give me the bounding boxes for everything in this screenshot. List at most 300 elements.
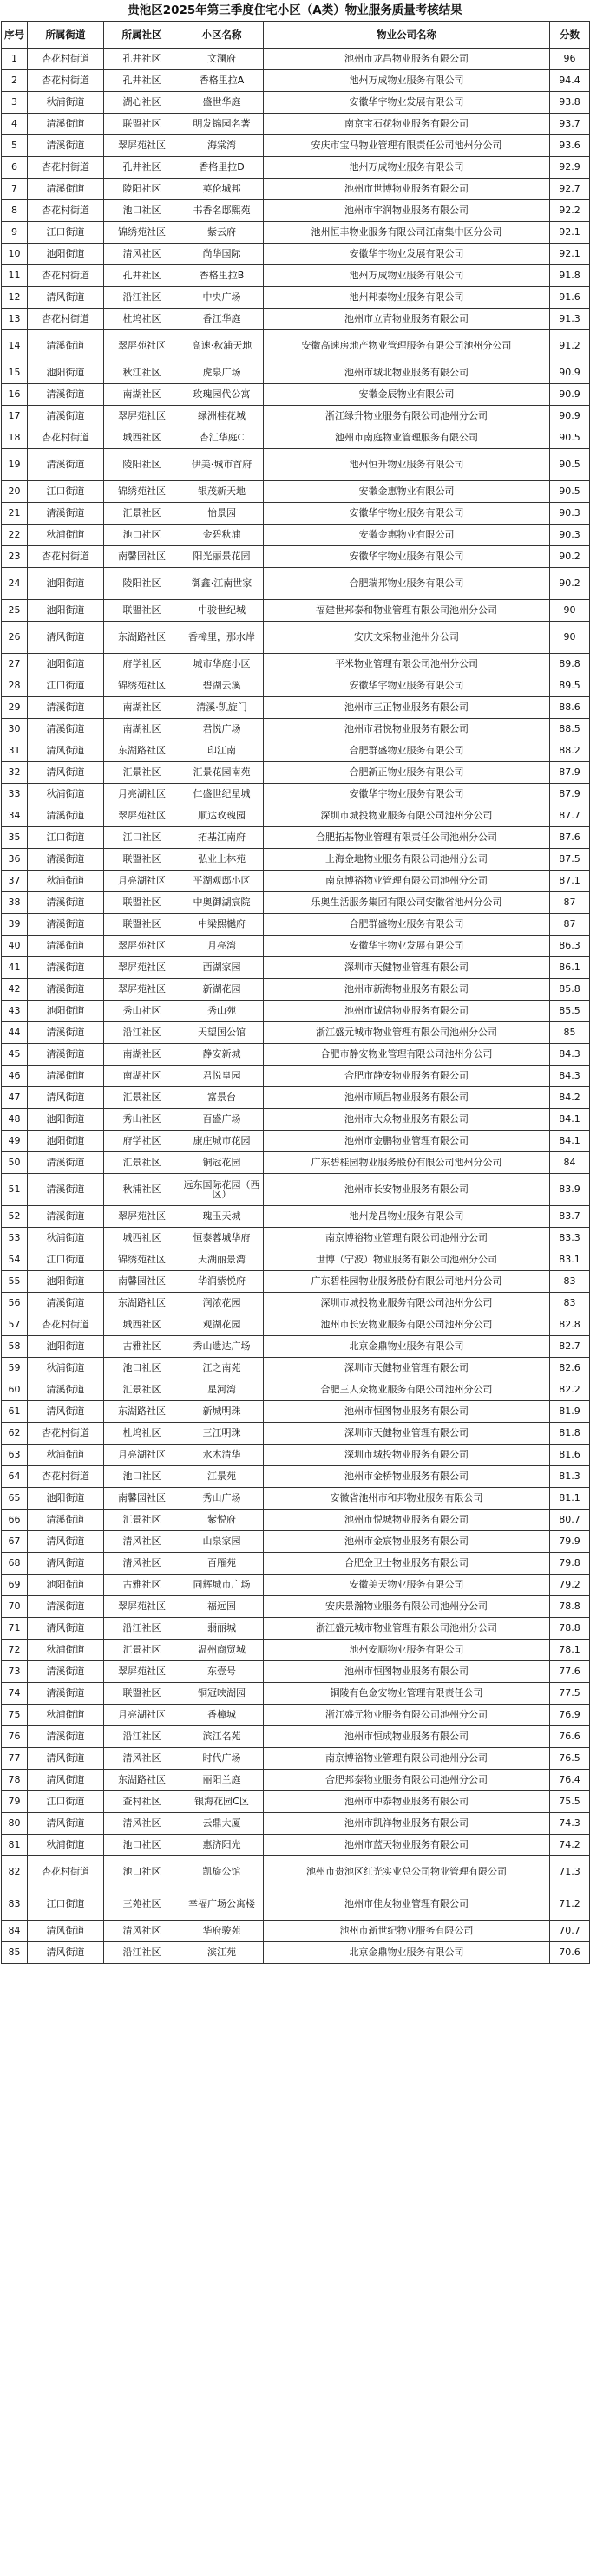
row-estate: 弘业上林苑 (180, 849, 264, 871)
row-street: 杏花村街道 (28, 427, 104, 449)
row-company: 浙江盛元城市物业管理有限公司池州分公司 (264, 1022, 550, 1044)
row-community: 月亮湖社区 (104, 871, 180, 892)
row-score: 92.7 (550, 179, 590, 200)
row-score: 83 (550, 1293, 590, 1314)
row-community: 东湖路社区 (104, 622, 180, 654)
row-score: 87 (550, 892, 590, 914)
table-row (2, 92, 590, 114)
table-row (2, 979, 590, 1001)
row-estate: 香樟里，那水岸 (180, 622, 264, 654)
header-company: 物业公司名称 (264, 22, 550, 49)
row-company: 南京博裕物业管理有限公司池州分公司 (264, 1748, 550, 1770)
row-company: 合肥拓基物业管理有限责任公司池州分公司 (264, 827, 550, 849)
row-company: 安徽华宇物业服务有限公司 (264, 784, 550, 805)
row-community: 月亮湖社区 (104, 1705, 180, 1726)
row-street: 清风街道 (28, 1813, 104, 1835)
row-company: 池州市长安物业服务有限公司 (264, 1174, 550, 1206)
row-community: 府学社区 (104, 1131, 180, 1152)
row-community: 杜坞社区 (104, 309, 180, 330)
row-index: 63 (2, 1445, 28, 1466)
row-street: 池阳街道 (28, 1271, 104, 1293)
row-estate: 江景苑 (180, 1466, 264, 1488)
row-community: 南馨园社区 (104, 1488, 180, 1510)
table-row (2, 762, 590, 784)
row-community: 池口社区 (104, 1466, 180, 1488)
row-score: 90.3 (550, 525, 590, 546)
row-company: 池州市金鹏物业管理有限公司 (264, 1131, 550, 1152)
row-company: 浙江盛元物业服务有限公司池州分公司 (264, 1705, 550, 1726)
table-row (2, 827, 590, 849)
row-index: 75 (2, 1705, 28, 1726)
row-score: 82.2 (550, 1379, 590, 1401)
row-score: 93.7 (550, 114, 590, 135)
row-score: 76.5 (550, 1748, 590, 1770)
row-index: 35 (2, 827, 28, 849)
row-street: 清风街道 (28, 1921, 104, 1942)
row-company: 安庆景瀚物业服务有限公司池州分公司 (264, 1596, 550, 1618)
row-street: 清风街道 (28, 1553, 104, 1575)
row-score: 79.8 (550, 1553, 590, 1575)
row-score: 90.5 (550, 427, 590, 449)
header-street: 所属街道 (28, 22, 104, 49)
row-estate: 拓基江南府 (180, 827, 264, 849)
row-street: 清溪街道 (28, 957, 104, 979)
row-index: 48 (2, 1109, 28, 1131)
row-street: 清风街道 (28, 1087, 104, 1109)
row-estate: 香格里拉D (180, 157, 264, 179)
table-row (2, 697, 590, 719)
row-street: 清溪街道 (28, 135, 104, 157)
row-index: 4 (2, 114, 28, 135)
row-community: 清风社区 (104, 1553, 180, 1575)
row-community: 孔井社区 (104, 157, 180, 179)
row-company: 合肥新正物业服务有限公司 (264, 762, 550, 784)
row-estate: 铜冠映湖园 (180, 1683, 264, 1705)
row-company: 池州市恒图物业服务有限公司 (264, 1661, 550, 1683)
row-street: 杏花村街道 (28, 1466, 104, 1488)
row-company: 广东碧桂园物业服务股份有限公司池州分公司 (264, 1271, 550, 1293)
row-community: 联盟社区 (104, 1683, 180, 1705)
row-score: 92.9 (550, 157, 590, 179)
row-estate: 新城明珠 (180, 1401, 264, 1423)
row-company: 池州市金宸物业服务有限公司 (264, 1531, 550, 1553)
row-score: 80.7 (550, 1510, 590, 1531)
row-index: 84 (2, 1921, 28, 1942)
row-index: 32 (2, 762, 28, 784)
row-company: 北京金鼎物业服务有限公司 (264, 1942, 550, 1964)
row-community: 池口社区 (104, 1856, 180, 1888)
row-company: 深圳市城投物业服务有限公司 (264, 1445, 550, 1466)
row-street: 杏花村街道 (28, 546, 104, 568)
row-street: 清溪街道 (28, 330, 104, 362)
row-company: 深圳市天健物业管理有限公司 (264, 1423, 550, 1445)
row-index: 72 (2, 1640, 28, 1661)
table-row (2, 287, 590, 309)
row-community: 池口社区 (104, 525, 180, 546)
row-estate: 东壹号 (180, 1661, 264, 1683)
row-street: 清溪街道 (28, 1510, 104, 1531)
row-community: 秀山社区 (104, 1001, 180, 1022)
row-community: 翠屏苑社区 (104, 1596, 180, 1618)
table-row (2, 1109, 590, 1131)
row-street: 秋浦街道 (28, 871, 104, 892)
row-street: 清溪街道 (28, 1661, 104, 1683)
row-estate: 仁盛世纪星城 (180, 784, 264, 805)
row-company: 池州市三正物业服务有限公司 (264, 697, 550, 719)
page-title: 贵池区2025年第三季度住宅小区（A类）物业服务质量考核结果 (128, 3, 462, 17)
row-score: 92.1 (550, 244, 590, 265)
row-estate: 顺达玫瑰园 (180, 805, 264, 827)
row-community: 翠屏苑社区 (104, 936, 180, 957)
row-score: 84.3 (550, 1044, 590, 1066)
row-company: 合肥瑞邦物业服务有限公司 (264, 568, 550, 600)
row-index: 83 (2, 1888, 28, 1921)
table-row (2, 1293, 590, 1314)
row-company: 池州市新海物业服务有限公司 (264, 979, 550, 1001)
row-estate: 时代广场 (180, 1748, 264, 1770)
row-company: 铜陵有色金安物业管理有限责任公司 (264, 1683, 550, 1705)
row-street: 清溪街道 (28, 449, 104, 481)
row-company: 池州市新世纪物业服务有限公司 (264, 1921, 550, 1942)
row-index: 81 (2, 1835, 28, 1856)
row-street: 杏花村街道 (28, 70, 104, 92)
row-index: 21 (2, 503, 28, 525)
row-community: 清风社区 (104, 1921, 180, 1942)
row-score: 79.9 (550, 1531, 590, 1553)
row-company: 世博（宁波）物业服务有限公司池州分公司 (264, 1249, 550, 1271)
row-community: 翠屏苑社区 (104, 135, 180, 157)
row-street: 池阳街道 (28, 568, 104, 600)
row-company: 深圳市天健物业管理有限公司 (264, 1358, 550, 1379)
row-street: 清溪街道 (28, 914, 104, 936)
row-community: 沿江社区 (104, 1726, 180, 1748)
row-street: 清溪街道 (28, 1683, 104, 1705)
row-index: 15 (2, 362, 28, 384)
row-street: 清风街道 (28, 1401, 104, 1423)
row-index: 54 (2, 1249, 28, 1271)
row-score: 87 (550, 914, 590, 936)
row-company: 安徽华宇物业发展有限公司 (264, 244, 550, 265)
row-street: 秋浦街道 (28, 525, 104, 546)
row-score: 83.9 (550, 1174, 590, 1206)
row-street: 池阳街道 (28, 1336, 104, 1358)
table-row (2, 1575, 590, 1596)
row-score: 83.1 (550, 1249, 590, 1271)
row-company: 池州市龙昌物业服务有限公司 (264, 49, 550, 70)
row-estate: 西湖家园 (180, 957, 264, 979)
row-score: 85.5 (550, 1001, 590, 1022)
table-row (2, 481, 590, 503)
row-score: 90 (550, 622, 590, 654)
row-company: 安徽美天物业服务有限公司 (264, 1575, 550, 1596)
row-company: 池州市凯祥物业服务有限公司 (264, 1813, 550, 1835)
row-estate: 凯旋公馆 (180, 1856, 264, 1888)
row-score: 84.1 (550, 1131, 590, 1152)
row-score: 93.6 (550, 135, 590, 157)
table-row (2, 849, 590, 871)
row-estate: 银海花园C区 (180, 1791, 264, 1813)
row-community: 杜坞社区 (104, 1423, 180, 1445)
row-street: 池阳街道 (28, 1488, 104, 1510)
row-estate: 江之南苑 (180, 1358, 264, 1379)
row-score: 78.8 (550, 1596, 590, 1618)
row-index: 10 (2, 244, 28, 265)
row-score: 84.3 (550, 1066, 590, 1087)
row-company: 安庆市宝马物业管理有限责任公司池州分公司 (264, 135, 550, 157)
row-company: 安徽省池州市和邦物业服务有限公司 (264, 1488, 550, 1510)
table-row (2, 957, 590, 979)
row-company: 合肥三人众物业服务有限公司池州分公司 (264, 1379, 550, 1401)
row-street: 清风街道 (28, 1770, 104, 1791)
row-estate: 御鑫·江南世家 (180, 568, 264, 600)
row-company: 安徽华宇物业发展有限公司 (264, 936, 550, 957)
row-community: 南馨园社区 (104, 1271, 180, 1293)
row-score: 78.1 (550, 1640, 590, 1661)
row-company: 合肥邦泰物业服务有限公司池州分公司 (264, 1770, 550, 1791)
row-community: 东湖路社区 (104, 1293, 180, 1314)
row-community: 沿江社区 (104, 287, 180, 309)
row-street: 清溪街道 (28, 805, 104, 827)
row-index: 77 (2, 1748, 28, 1770)
row-score: 88.6 (550, 697, 590, 719)
row-index: 24 (2, 568, 28, 600)
row-community: 陵阳社区 (104, 449, 180, 481)
table-row (2, 330, 590, 362)
row-index: 50 (2, 1152, 28, 1174)
row-index: 3 (2, 92, 28, 114)
row-score: 81.8 (550, 1423, 590, 1445)
row-company: 上海金地物业服务有限公司池州分公司 (264, 849, 550, 871)
row-company: 安徽金惠物业有限公司 (264, 525, 550, 546)
row-estate: 幸福广场公寓楼 (180, 1888, 264, 1921)
row-company: 安徽华宇物业服务有限公司 (264, 675, 550, 697)
table-row (2, 1791, 590, 1813)
row-score: 83 (550, 1271, 590, 1293)
table-row (2, 1510, 590, 1531)
row-estate: 虎泉广场 (180, 362, 264, 384)
row-street: 清溪街道 (28, 697, 104, 719)
row-score: 76.9 (550, 1705, 590, 1726)
row-index: 56 (2, 1293, 28, 1314)
row-community: 锦绣苑社区 (104, 222, 180, 244)
table-row (2, 568, 590, 600)
row-score: 93.8 (550, 92, 590, 114)
row-estate: 远东国际花园（西区） (180, 1174, 264, 1206)
row-index: 61 (2, 1401, 28, 1423)
table-row (2, 406, 590, 427)
row-estate: 银茂新天地 (180, 481, 264, 503)
row-estate: 汇景花园南苑 (180, 762, 264, 784)
row-estate: 玫瑰园代公寓 (180, 384, 264, 406)
row-index: 11 (2, 265, 28, 287)
table-row (2, 1044, 590, 1066)
row-community: 沿江社区 (104, 1022, 180, 1044)
row-score: 90.2 (550, 546, 590, 568)
table-row (2, 1066, 590, 1087)
row-index: 53 (2, 1228, 28, 1249)
row-estate: 明发锦园名著 (180, 114, 264, 135)
row-index: 55 (2, 1271, 28, 1293)
row-company: 浙江盛元城市物业管理有限公司池州分公司 (264, 1618, 550, 1640)
row-estate: 香格里拉B (180, 265, 264, 287)
row-community: 沿江社区 (104, 1942, 180, 1964)
row-index: 12 (2, 287, 28, 309)
table-row (2, 200, 590, 222)
table-row (2, 1206, 590, 1228)
row-estate: 阳光丽景花园 (180, 546, 264, 568)
row-estate: 城市华庭小区 (180, 654, 264, 675)
row-community: 月亮湖社区 (104, 1445, 180, 1466)
row-community: 汇景社区 (104, 762, 180, 784)
row-score: 87.9 (550, 762, 590, 784)
row-community: 古雅社区 (104, 1336, 180, 1358)
table-row (2, 1888, 590, 1921)
row-company: 深圳市城投物业服务有限公司池州分公司 (264, 805, 550, 827)
row-company: 合肥市静安物业管理有限公司池州分公司 (264, 1044, 550, 1066)
row-estate: 云鼎大厦 (180, 1813, 264, 1835)
row-company: 池州邦泰物业服务有限公司 (264, 287, 550, 309)
row-score: 91.3 (550, 309, 590, 330)
results-table (1, 21, 590, 1964)
row-score: 70.7 (550, 1921, 590, 1942)
row-street: 杏花村街道 (28, 265, 104, 287)
row-score: 90.3 (550, 503, 590, 525)
table-row (2, 654, 590, 675)
table-row (2, 157, 590, 179)
row-index: 18 (2, 427, 28, 449)
row-score: 83.3 (550, 1228, 590, 1249)
row-score: 79.2 (550, 1575, 590, 1596)
row-community: 翠屏苑社区 (104, 406, 180, 427)
row-street: 池阳街道 (28, 1109, 104, 1131)
row-street: 秋浦街道 (28, 1228, 104, 1249)
row-company: 池州万成物业服务有限公司 (264, 70, 550, 92)
table-row (2, 1683, 590, 1705)
row-estate: 水木清华 (180, 1445, 264, 1466)
row-company: 深圳市城投物业服务有限公司池州分公司 (264, 1293, 550, 1314)
row-index: 19 (2, 449, 28, 481)
table-row (2, 1001, 590, 1022)
row-estate: 印江南 (180, 740, 264, 762)
table-row (2, 525, 590, 546)
row-index: 33 (2, 784, 28, 805)
row-index: 34 (2, 805, 28, 827)
row-score: 81.9 (550, 1401, 590, 1423)
row-index: 73 (2, 1661, 28, 1683)
row-estate: 香樟城 (180, 1705, 264, 1726)
row-estate: 富景台 (180, 1087, 264, 1109)
table-row (2, 449, 590, 481)
row-community: 翠屏苑社区 (104, 805, 180, 827)
row-estate: 秀山广场 (180, 1488, 264, 1510)
row-score: 90.9 (550, 362, 590, 384)
row-company: 浙江绿升物业服务有限公司池州分公司 (264, 406, 550, 427)
row-street: 清溪街道 (28, 936, 104, 957)
row-community: 联盟社区 (104, 849, 180, 871)
row-community: 秀山社区 (104, 1109, 180, 1131)
row-score: 90.5 (550, 449, 590, 481)
row-estate: 温州商贸城 (180, 1640, 264, 1661)
row-score: 87.9 (550, 784, 590, 805)
row-index: 57 (2, 1314, 28, 1336)
header-estate: 小区名称 (180, 22, 264, 49)
row-score: 75.5 (550, 1791, 590, 1813)
row-street: 秋浦街道 (28, 784, 104, 805)
row-community: 城西社区 (104, 427, 180, 449)
row-index: 45 (2, 1044, 28, 1066)
row-estate: 君悦广场 (180, 719, 264, 740)
row-street: 秋浦街道 (28, 1640, 104, 1661)
table-row (2, 1249, 590, 1271)
row-index: 17 (2, 406, 28, 427)
row-index: 30 (2, 719, 28, 740)
row-estate: 中梁熙樾府 (180, 914, 264, 936)
row-street: 江口街道 (28, 1888, 104, 1921)
row-estate: 金碧秋浦 (180, 525, 264, 546)
row-company: 池州市大众物业服务有限公司 (264, 1109, 550, 1131)
row-index: 20 (2, 481, 28, 503)
row-index: 41 (2, 957, 28, 979)
row-community: 孔井社区 (104, 49, 180, 70)
table-row (2, 362, 590, 384)
table-row (2, 546, 590, 568)
row-street: 清风街道 (28, 1942, 104, 1964)
row-index: 39 (2, 914, 28, 936)
row-street: 江口街道 (28, 222, 104, 244)
row-community: 孔井社区 (104, 70, 180, 92)
row-company: 安徽金惠物业有限公司 (264, 481, 550, 503)
row-community: 联盟社区 (104, 914, 180, 936)
row-index: 42 (2, 979, 28, 1001)
row-community: 府学社区 (104, 654, 180, 675)
row-estate: 恒泰蓉城华府 (180, 1228, 264, 1249)
row-street: 清溪街道 (28, 1293, 104, 1314)
header-score: 分数 (550, 22, 590, 49)
row-community: 秋江社区 (104, 362, 180, 384)
row-score: 84 (550, 1152, 590, 1174)
row-community: 翠屏苑社区 (104, 1661, 180, 1683)
row-score: 90.9 (550, 384, 590, 406)
table-row (2, 1401, 590, 1423)
row-score: 71.2 (550, 1888, 590, 1921)
row-community: 东湖路社区 (104, 1770, 180, 1791)
row-score: 90.9 (550, 406, 590, 427)
row-estate: 紫云府 (180, 222, 264, 244)
row-company: 安徽华宇物业服务有限公司 (264, 546, 550, 568)
row-index: 36 (2, 849, 28, 871)
row-score: 96 (550, 49, 590, 70)
row-score: 90.5 (550, 481, 590, 503)
row-estate: 三江明珠 (180, 1423, 264, 1445)
row-index: 38 (2, 892, 28, 914)
row-street: 清溪街道 (28, 114, 104, 135)
header-community: 所属社区 (104, 22, 180, 49)
row-street: 清风街道 (28, 1748, 104, 1770)
row-estate: 翡丽城 (180, 1618, 264, 1640)
row-community: 池口社区 (104, 200, 180, 222)
row-company: 池州市顺昌物业服务有限公司 (264, 1087, 550, 1109)
row-estate: 丽阳兰庭 (180, 1770, 264, 1791)
row-index: 26 (2, 622, 28, 654)
row-company: 池州市世博物业服务有限公司 (264, 179, 550, 200)
row-index: 43 (2, 1001, 28, 1022)
row-company: 池州万成物业服务有限公司 (264, 157, 550, 179)
row-street: 清溪街道 (28, 1044, 104, 1066)
table-row (2, 1087, 590, 1109)
row-company: 池州市南庭物业管理服务有限公司 (264, 427, 550, 449)
row-score: 87.5 (550, 849, 590, 871)
row-estate: 香江华庭 (180, 309, 264, 330)
